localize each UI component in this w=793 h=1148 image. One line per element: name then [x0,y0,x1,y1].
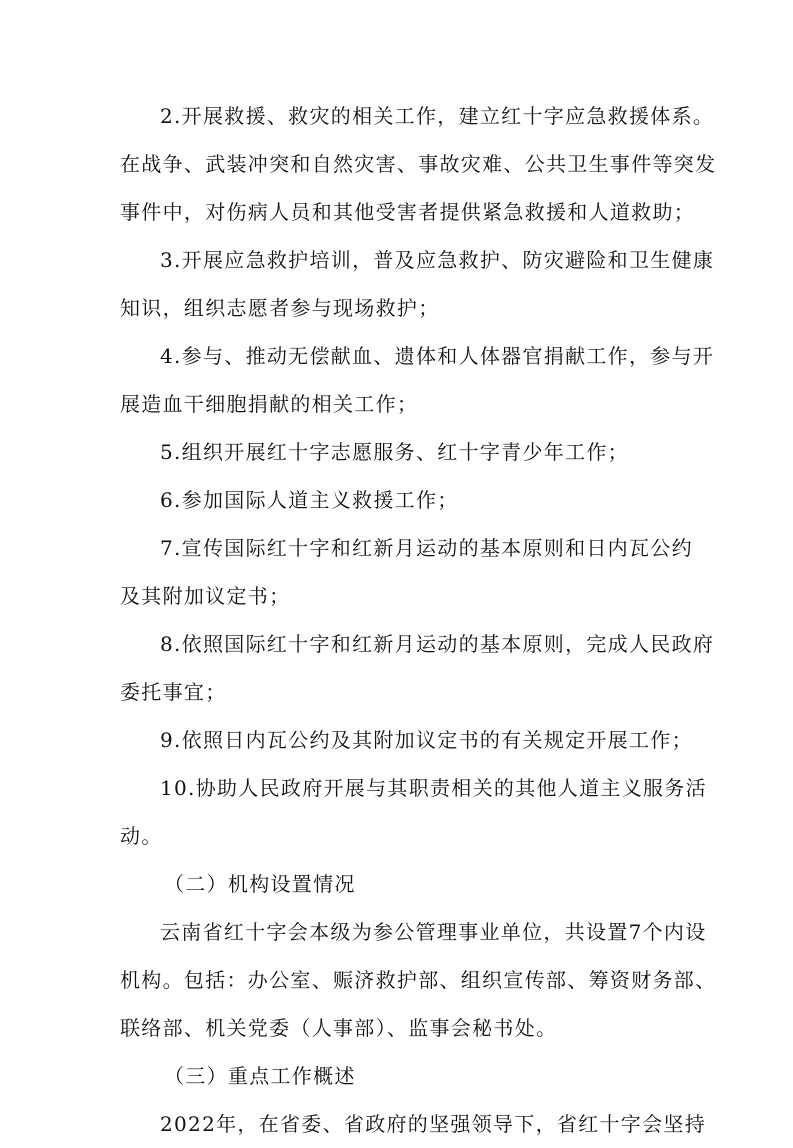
paragraph-line: 10.协助人民政府开展与其职责相关的其他人道主义服务活 [160,776,707,800]
paragraph-line: 3.开展应急救护培训，普及应急救护、防灾避险和卫生健康 [160,248,715,272]
section-heading: （二）机构设置情况 [164,872,356,896]
document-body [120,92,717,1148]
paragraph-line: 2022年，在省委、省政府的坚强领导下，省红十字会坚持 [160,1112,706,1136]
paragraph-line: 2.开展救援、救灾的相关工作，建立红十字应急救援体系。 [160,104,715,128]
paragraph-line: 机构。包括：办公室、赈济救护部、组织宣传部、筹资财务部、 [120,968,717,992]
paragraph-line: 5.组织开展红十字志愿服务、红十字青少年工作； [160,440,629,464]
paragraph-line: 云南省红十字会本级为参公管理事业单位，共设置7个内设 [160,920,707,944]
paragraph-line: 委托事宜； [120,680,227,704]
paragraph-line: 事件中，对伤病人员和其他受害者提供紧急救援和人道救助； [120,200,696,224]
paragraph-line: 8.依照国际红十字和红新月运动的基本原则，完成人民政府 [160,632,715,656]
paragraph-line: 在战争、武装冲突和自然灾害、事故灾难、公共卫生事件等突发 [120,152,717,176]
paragraph-line: 4.参与、推动无偿献血、遗体和人体器官捐献工作，参与开 [160,344,715,368]
paragraph-line: 展造血干细胞捐献的相关工作； [120,392,419,416]
paragraph-line: 6.参加国际人道主义救援工作； [160,488,459,512]
paragraph-line: 动。 [120,824,163,848]
section-heading: （三）重点工作概述 [164,1064,356,1088]
paragraph-line: 联络部、机关党委（人事部）、监事会秘书处。 [120,1016,558,1040]
paragraph-line: 及其附加议定书； [120,584,291,608]
paragraph-line: 知识，组织志愿者参与现场救护； [120,296,440,320]
paragraph-line: 9.依照日内瓦公约及其附加议定书的有关规定开展工作； [160,728,693,752]
paragraph-line: 7.宣传国际红十字和红新月运动的基本原则和日内瓦公约 [160,536,693,560]
